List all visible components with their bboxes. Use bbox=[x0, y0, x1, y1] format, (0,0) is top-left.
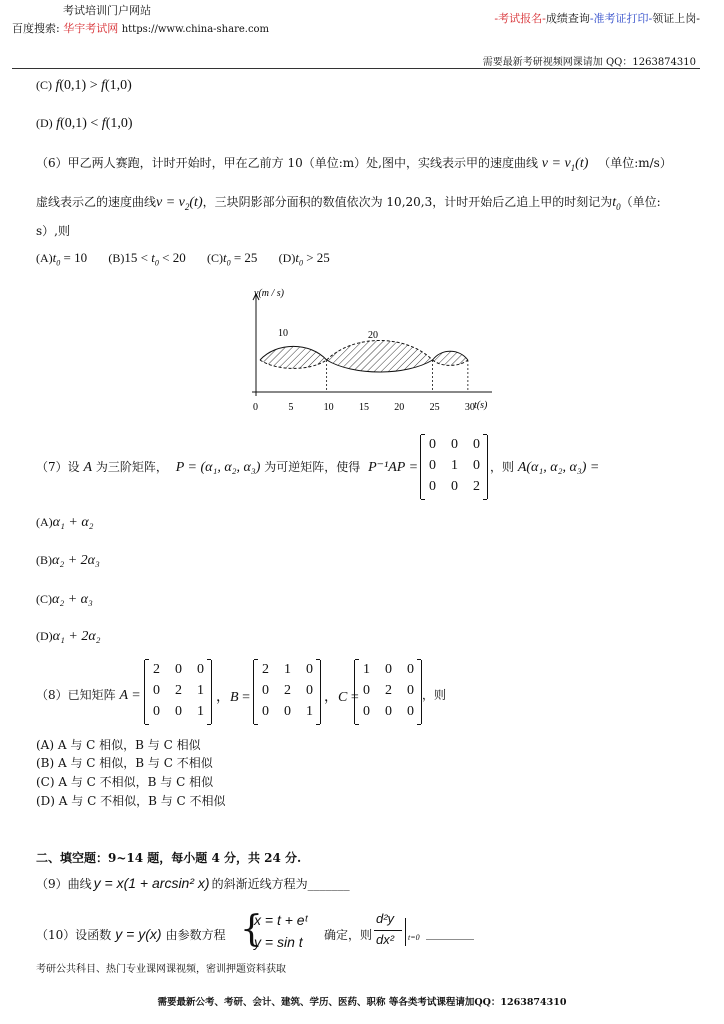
q9 bbox=[36, 875, 350, 892]
option-label: (C) bbox=[36, 78, 52, 92]
q9-expr: y = x(1 + arcsin² x) bbox=[93, 875, 210, 891]
q10-text: 由参数方程 bbox=[165, 928, 226, 942]
q7-diagonal-matrix bbox=[420, 435, 488, 499]
expr-f: f bbox=[55, 78, 60, 93]
site-name: 考试培训门户网站 bbox=[63, 4, 151, 17]
option-label: (A) bbox=[36, 251, 53, 265]
q9-blank: 的斜渐近线方程为_______ bbox=[211, 877, 350, 891]
q8-intro bbox=[36, 686, 141, 704]
matrix-b-eq: ，B = bbox=[216, 690, 250, 705]
q7-statement bbox=[36, 458, 418, 476]
x-tick-label-25: 25 bbox=[429, 402, 440, 413]
q7-option-b bbox=[36, 553, 100, 569]
matrix-c-cell-0-1: 0 bbox=[385, 662, 392, 677]
q8-matrix-a bbox=[144, 660, 212, 724]
brand-link[interactable]: 华宇考试网 bbox=[63, 22, 119, 35]
eval-bar bbox=[405, 918, 406, 946]
q6-line2 bbox=[36, 193, 661, 212]
matrix-a-cell-0-1: 0 bbox=[175, 662, 182, 677]
footer-bottom: 需要最新公考、考研、会计、建筑、学历、医药、职称 等各类考试课程请加QQ：1263874310 bbox=[157, 997, 567, 1008]
q7-matrix-cell-1-2: 0 bbox=[473, 458, 480, 473]
q8-option-d: (D) A 与 C 不相似，B 与 C 不相似 bbox=[36, 794, 226, 808]
q6-line1 bbox=[36, 154, 672, 173]
option-expr: > 25 bbox=[306, 250, 330, 265]
expr-f: f bbox=[101, 116, 106, 131]
option-label: (A) bbox=[36, 515, 53, 529]
option-expr: = 25 bbox=[233, 250, 258, 265]
matrix-c-cell-1-0: 0 bbox=[363, 683, 370, 698]
expr-part: (0,1) > bbox=[59, 78, 102, 93]
matrix-a-cell-1-2: 1 bbox=[197, 683, 204, 698]
option-label: (D) bbox=[36, 116, 53, 130]
q7-option-d bbox=[36, 629, 101, 645]
q6-option-a: $(A)t_0 = 10$ bbox=[36, 250, 88, 268]
fraction-bar bbox=[374, 930, 402, 931]
matrix-b-cell-1-2: 0 bbox=[306, 683, 313, 698]
x-axis-label: t(s) bbox=[474, 400, 488, 411]
expr-f: f bbox=[56, 116, 61, 131]
q7-text: ，则 bbox=[490, 460, 515, 474]
eval-point: t=0 bbox=[408, 933, 420, 942]
option-expr: 15 < bbox=[124, 250, 148, 265]
expr-part: (1,0) bbox=[105, 78, 132, 93]
p-definition: P = (α₁, α₂, α₃) bbox=[175, 460, 261, 475]
deriv-numerator: d²y bbox=[376, 911, 395, 926]
q7-matrix-cell-2-0: 0 bbox=[429, 479, 436, 494]
q6-option-b: $(B)15 < t_0 < 20$ bbox=[108, 250, 186, 268]
x-tick-label-15: 15 bbox=[358, 402, 369, 413]
section-2-title: 二、填空题：9~14 题，每小题 4 分，共 24 分. bbox=[36, 851, 302, 865]
t0-symbol: $t_0$ bbox=[612, 195, 621, 212]
q10-text: （10）设函数 bbox=[36, 928, 112, 942]
q7-text: 为可逆矩阵，使得 bbox=[264, 460, 361, 474]
matrix-a-symbol: A bbox=[83, 460, 93, 475]
q7-matrix-cell-0-1: 0 bbox=[451, 437, 458, 452]
q5-option-d bbox=[36, 116, 133, 132]
contact-qq: 需要最新考研视频网课请加 QQ：1263874310 bbox=[482, 57, 696, 68]
q7-matrix-cell-0-0: 0 bbox=[429, 437, 436, 452]
q7-option-a bbox=[36, 515, 94, 531]
site-url[interactable]: https://www.china-share.com bbox=[121, 24, 270, 35]
matrix-c-cell-0-2: 0 bbox=[407, 662, 414, 677]
option-label: (B) bbox=[108, 251, 125, 265]
q6-text: 虚线表示乙的速度曲线 bbox=[36, 195, 157, 209]
matrix-b-cell-2-0: 0 bbox=[262, 704, 269, 719]
deriv-denominator: dx² bbox=[376, 932, 395, 947]
q8-then: ，则 bbox=[422, 688, 447, 702]
matrix-c-cell-2-1: 0 bbox=[385, 704, 392, 719]
matrix-b-cell-0-1: 1 bbox=[284, 662, 291, 677]
q8-option-b: (B) A 与 C 相似，B 与 C 不相似 bbox=[36, 756, 213, 770]
similarity-lhs: P⁻¹AP = bbox=[368, 460, 419, 475]
matrix-a-cell-0-2: 0 bbox=[197, 662, 204, 677]
q6-option-c: $(C)t_0 = 25$ bbox=[206, 250, 258, 268]
nav-scores[interactable]: 成绩查询 bbox=[545, 12, 590, 25]
v-eq-v2: $v = v_2(t)$ bbox=[156, 195, 203, 212]
matrix-b-cell-1-0: 0 bbox=[262, 683, 269, 698]
option-expr: α₂ + 2α₃ bbox=[52, 553, 100, 568]
q8-matrix-b bbox=[253, 660, 321, 724]
q6-options bbox=[36, 250, 330, 268]
nav-certificate[interactable]: 领证上岗- bbox=[652, 12, 700, 25]
q10-eq1: x = t + eᵗ bbox=[254, 912, 308, 928]
q5-option-c bbox=[36, 78, 132, 94]
velocity-chart bbox=[230, 282, 510, 417]
matrix-a-cell-1-1: 2 bbox=[175, 683, 182, 698]
q10-func: y = y(x) bbox=[115, 926, 162, 942]
matrix-c-cell-2-2: 0 bbox=[407, 704, 414, 719]
q8-option-c: (C) A 与 C 不相似，B 与 C 相似 bbox=[36, 775, 214, 789]
header-divider bbox=[12, 68, 700, 69]
q7-matrix-cell-1-1: 1 bbox=[451, 458, 458, 473]
q8-matrix-c bbox=[354, 660, 422, 724]
matrix-b-cell-2-1: 0 bbox=[284, 704, 291, 719]
footer-note: 考研公共科目、热门专业课网课视频，密训押题资料获取 bbox=[36, 964, 286, 975]
expr-f: f bbox=[101, 78, 106, 93]
matrix-b-cell-2-2: 1 bbox=[306, 704, 313, 719]
q8-option-a: (A) A 与 C 相似，B 与 C 相似 bbox=[36, 738, 201, 752]
q10-then: 确定，则 bbox=[324, 928, 373, 942]
option-expr: < 20 bbox=[162, 250, 186, 265]
matrix-a-cell-2-2: 1 bbox=[197, 704, 204, 719]
option-expr: = 10 bbox=[63, 250, 88, 265]
x-tick-label-20: 20 bbox=[394, 402, 405, 413]
expr-part: (1,0) bbox=[105, 116, 133, 131]
q7-matrix-cell-2-2: 2 bbox=[473, 479, 480, 494]
search-prefix: 百度搜索: bbox=[12, 22, 60, 35]
matrix-c-cell-1-2: 0 bbox=[407, 683, 414, 698]
q7-text: （7）设 bbox=[36, 460, 80, 474]
v-eq-v1: $v = v_1(t)$ bbox=[541, 156, 589, 173]
search-line bbox=[12, 20, 269, 36]
nav-admission-ticket[interactable]: -准考证打印- bbox=[589, 12, 653, 25]
matrix-a-eq: A = bbox=[119, 688, 141, 703]
q6-text: （6）甲乙两人赛跑，计时开始时，甲在乙前方 10（单位:m）处,图中，实线表示甲的速度曲线 bbox=[36, 156, 538, 170]
option-expr: α₁ + α₂ bbox=[52, 515, 94, 530]
option-expr: α₂ + α₃ bbox=[52, 592, 93, 607]
matrix-b-cell-0-0: 2 bbox=[262, 662, 269, 677]
matrix-a-cell-1-0: 0 bbox=[153, 683, 160, 698]
q7-rhs: A(α₁, α₂, α₃) = bbox=[517, 460, 600, 475]
matrix-c-cell-0-0: 1 bbox=[363, 662, 370, 677]
matrix-b-cell-1-1: 2 bbox=[284, 683, 291, 698]
nav-register[interactable]: -考试报名- bbox=[494, 12, 546, 25]
matrix-a-cell-2-1: 0 bbox=[175, 704, 182, 719]
expr-part: (0,1) < bbox=[60, 116, 102, 131]
q7-text: 为三阶矩阵， bbox=[95, 460, 168, 474]
option-expr: α₁ + 2α₂ bbox=[52, 629, 101, 644]
matrix-a-cell-2-0: 0 bbox=[153, 704, 160, 719]
q7-tail bbox=[490, 458, 599, 476]
matrix-b-cell-0-2: 0 bbox=[306, 662, 313, 677]
q7-matrix-cell-2-1: 0 bbox=[451, 479, 458, 494]
q6-text: ，三块阴影部分面积的数值依次为 10,20,3，计时开始后乙追上甲的时刻记为 bbox=[202, 195, 613, 209]
q9-text: （9）曲线 bbox=[36, 877, 92, 891]
q6-option-d: $(D)t_0 > 25$ bbox=[278, 250, 330, 268]
matrix-c-cell-2-0: 0 bbox=[363, 704, 370, 719]
q6-unit: （单位:m/s） bbox=[598, 156, 672, 170]
y-axis-label: v(m / s) bbox=[254, 288, 284, 299]
option-label: (D) bbox=[278, 251, 296, 265]
option-label: (B) bbox=[36, 553, 52, 567]
x-tick-label-5: 5 bbox=[288, 402, 294, 413]
area-annotation-2: 20 bbox=[368, 330, 378, 341]
q10-prefix bbox=[36, 926, 226, 943]
q10-blank: ________ bbox=[426, 926, 474, 940]
q7-matrix-cell-1-0: 0 bbox=[429, 458, 436, 473]
system-brace: { bbox=[240, 909, 263, 950]
x-tick-label-30: 30 bbox=[464, 402, 475, 413]
matrix-c-cell-1-1: 2 bbox=[385, 683, 392, 698]
option-label: (C) bbox=[36, 592, 52, 606]
q6-text: （单位: bbox=[620, 195, 661, 209]
q10-eq2: y = sin t bbox=[254, 934, 303, 950]
matrix-c-eq: ，C = bbox=[324, 690, 359, 705]
matrix-a-cell-0-0: 2 bbox=[153, 662, 160, 677]
q7-matrix-cell-0-2: 0 bbox=[473, 437, 480, 452]
q8-text: （8）已知矩阵 bbox=[36, 688, 116, 702]
top-nav bbox=[494, 10, 700, 26]
x-tick-label-0: 0 bbox=[253, 402, 258, 413]
area-annotation-1: 10 bbox=[278, 328, 288, 339]
q6-line3: s）,则 bbox=[36, 224, 70, 238]
q7-option-c bbox=[36, 592, 93, 608]
option-label: (C) bbox=[206, 251, 223, 265]
x-tick-label-10: 10 bbox=[323, 402, 334, 413]
option-label: (D) bbox=[36, 629, 53, 643]
